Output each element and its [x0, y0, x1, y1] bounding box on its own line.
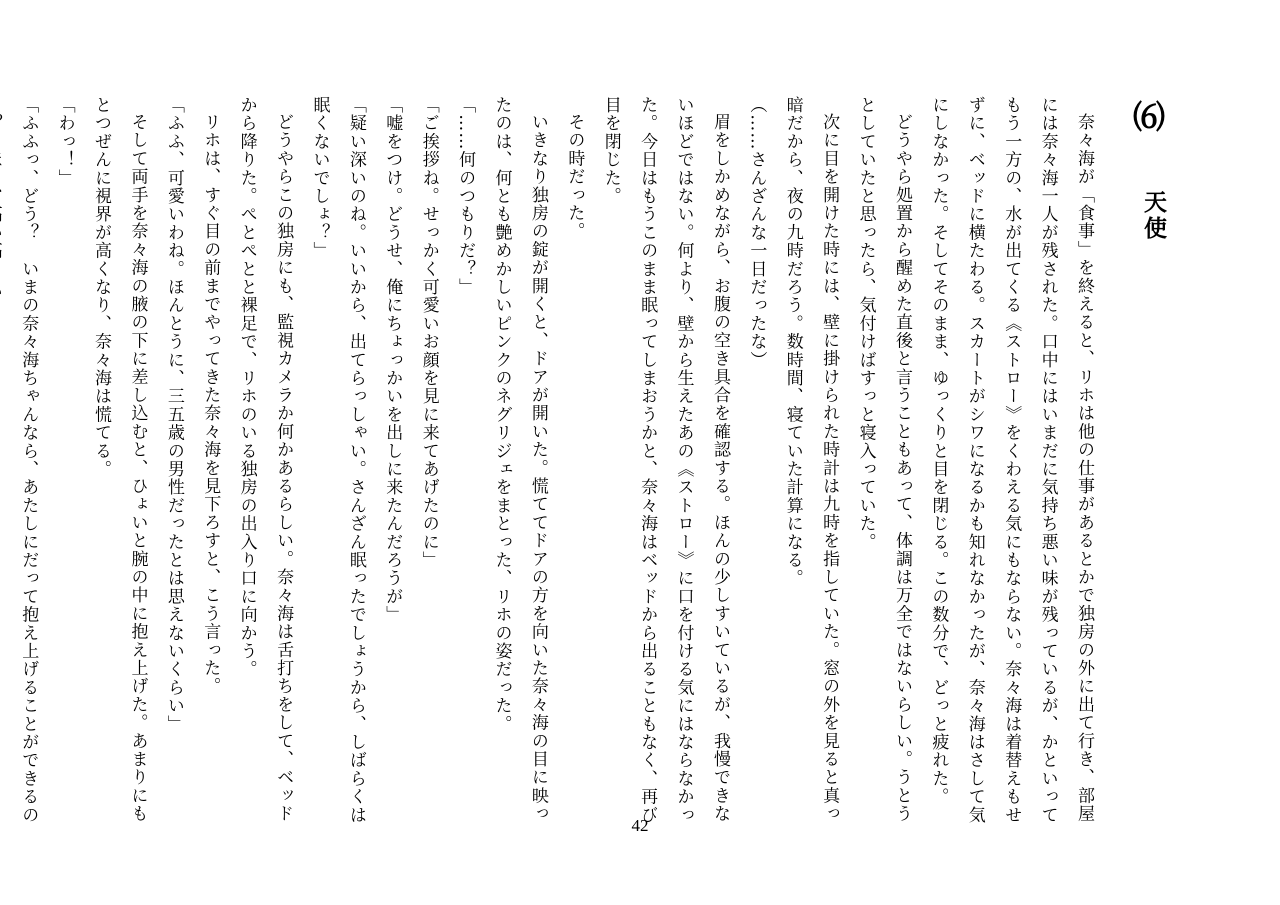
- chapter-number: ⑹: [1132, 98, 1163, 136]
- dialogue-line: 「嘘をつけ。どうせ、俺にちょっかいを出しに来たんだろうが」: [382, 96, 403, 624]
- dialogue-line: 「ふふ、可愛いわね。ほんとうに、三五歳の男性だったとは思えないくらい」: [163, 96, 184, 733]
- paragraph: 眉をしかめながら、お腹の空き具合を確認する。ほんの少しすいているが、我慢できないほどではない。何より、壁から生えたあの《ストロー》に口を付ける気にはならなかった。今日はもうこのまま眠ってしまおうかと、奈々海はベッドから出ることもなく、再び目を閉じた。: [600, 96, 730, 824]
- paragraph: 奈々海が「食事」を終えると、リホは他の仕事があるとかで独房の外に出て行き、部屋には奈々海一人が残された。口中にはいまだに気持ち悪い味が残っているが、かといってもう一方の、水が出てくる《ストロー》をくわえる気にもならない。奈々海は着替えもせずに、ベッドに横たわる。スカートがシワになるかも知れなかったが、奈々海はさして気にしなかった。そしてそのまま、ゆっくりと目を閉じる。この数分で、どっと疲れた。: [928, 96, 1094, 824]
- paragraph: いきなり独房の錠が開くと、ドアが開いた。慌ててドアの方を向いた奈々海の目に映ったのは、何とも艶めかしいピンクのネグリジェをまとった、リホの姿だった。: [491, 96, 548, 823]
- page-number: 42: [631, 816, 649, 835]
- paragraph: その時だった。: [564, 113, 585, 241]
- paragraph: どうやらこの独房にも、監視カメラか何かあるらしい。奈々海は舌打ちをして、ベッドから降りた。ぺとぺとと裸足で、リホのいる独房の出入り口に向かう。: [236, 96, 294, 823]
- dialogue-line: 「ふふっ、どう？ いまの奈々海ちゃんなら、あたしにだって抱え上げることができるの: [18, 96, 39, 824]
- dialogue-line: 「疑い深いのね。いいから、出てらっしゃい。さんざん眠ったでしょうから、しばらくは眠くないでしょ？」: [309, 96, 366, 824]
- dialogue-line: 「わっ！」: [54, 96, 75, 187]
- chapter-heading: [1114, 92, 1178, 292]
- paragraph: そして両手を奈々海の腋の下に差し込むと、ひょいと腕の中に抱え上げた。あまりにもとつぜんに視界が高くなり、奈々海は慌てる。: [91, 96, 148, 823]
- paragraph: （……さんざんな一日だったな）: [746, 96, 767, 369]
- paragraph: 次に目を開けた時には、壁に掛けられた時計は九時を指していた。窓の外を見ると真っ暗だから、夜の九時だろう。数時間、寝ていた計算になる。: [782, 96, 840, 823]
- chapter-title: 天使: [1140, 190, 1166, 242]
- paragraph: リホは、すぐ目の前までやってきた奈々海を見下ろすと、こう言った。: [200, 113, 221, 696]
- body-text: [18, 96, 1102, 836]
- dialogue-line: 「……何のつもりだ？」: [455, 96, 476, 297]
- dialogue-line: 「ご挨拶ね。せっかく可愛いお顔を見に来てあげたのに」: [418, 96, 439, 570]
- paragraph: どうやら処置から醒めた直後と言うこともあって、体調は万全ではないらしい。うとうとしていたと思ったら、気付けばすっと寝入っていた。: [855, 96, 912, 823]
